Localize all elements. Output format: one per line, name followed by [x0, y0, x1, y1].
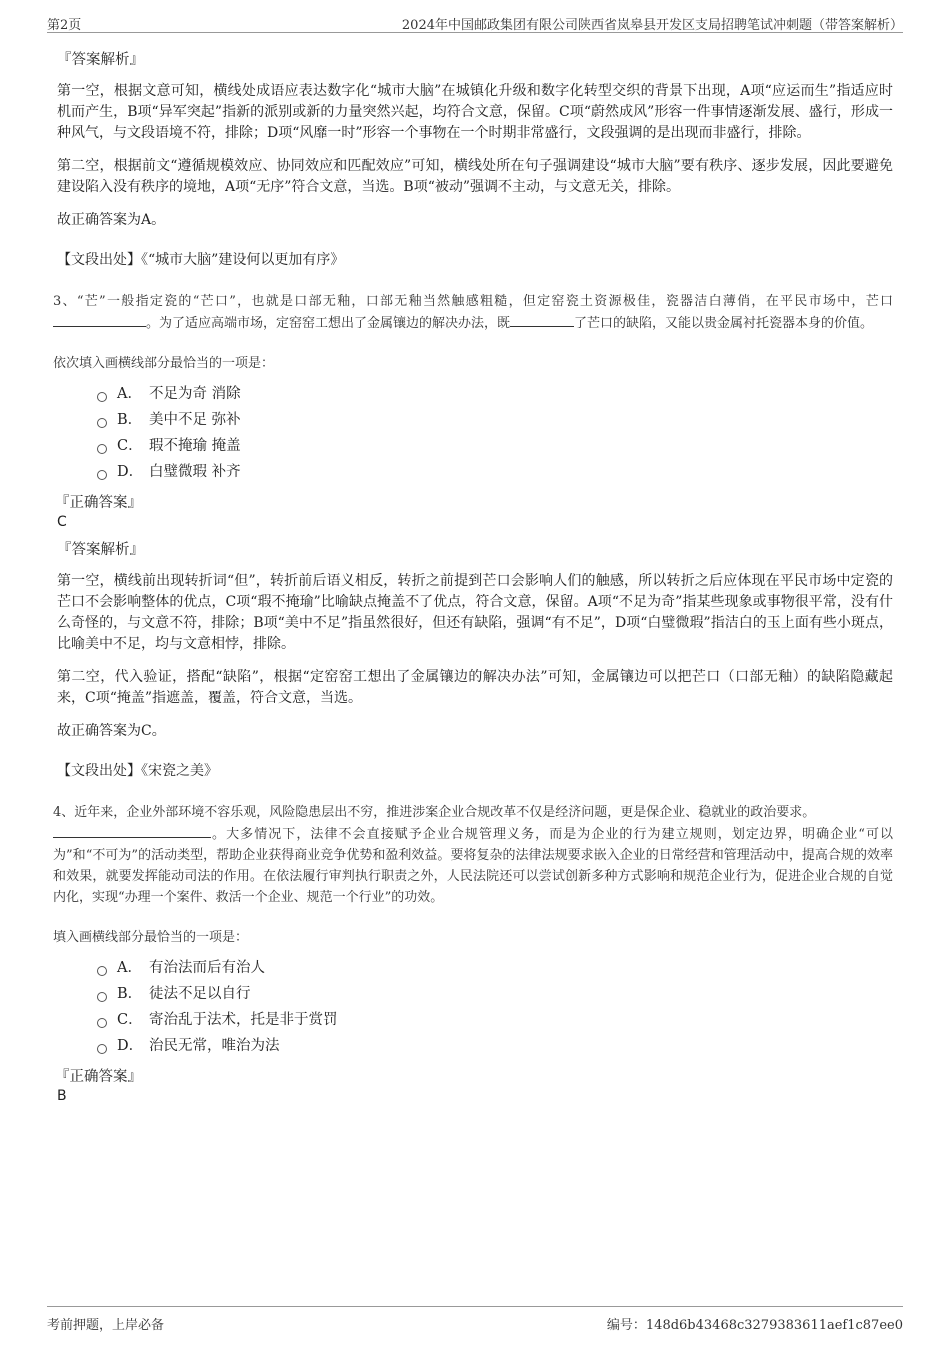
- option-c[interactable]: C． 瑕不掩瑜 掩盖: [97, 433, 893, 459]
- option-c[interactable]: C． 寄治乱于法术，托是非于赏罚: [97, 1007, 893, 1033]
- radio-icon[interactable]: [97, 992, 107, 1002]
- correct-answer-label: 『正确答案』: [55, 495, 142, 511]
- question-stem: 3、“芒”一般指定瓷的“芒口”，也就是口部无釉，口部无釉当然触感粗糙，但定窑瓷土资源极佳，瓷器洁白薄俏，在平民市场中，芒口。为了适应高端市场，定窑窑工想出了金属镶边的解决办法，既 了芒口的缺陷，又能以贵金属衬托瓷器本身的价值。: [53, 294, 893, 331]
- page-footer: [47, 1306, 903, 1331]
- question-prompt: 填入画横线部分最恰当的一项是：: [53, 930, 249, 945]
- analysis-paragraph: 第二空，代入验证，搭配“缺陷”，根据“定窑窑工想出了金属镶边的解决办法”可知，金属镶边可以把芒口（口部无釉）的缺陷隐藏起来，C项“掩盖”指遮盖，覆盖，符合文意，当选。: [57, 669, 893, 706]
- analysis-label: 『答案解析』: [57, 542, 144, 558]
- footer-slogan: 考前押题，上岸必备: [47, 1318, 165, 1333]
- analysis-paragraph: 第一空，根据文意可知，横线处成语应表达数字化“城市大脑”在城镇化升级和数字化转型交织的背景下出现，A项“应运而生”指适应时机而产生，B项“异军突起”指新的派别或新的力量突然兴起，均符合文意，保留。C项“蔚然成风”形容一件事情逐渐发展、盛行，形成一种风气，与文段语境不符，排除；D项“风靡一时”形容一个事物在一个时期非常盛行，文段强调的是出现而非盛行，排除。: [57, 83, 893, 141]
- answer-blank: [510, 312, 574, 327]
- answer-blank: [53, 823, 211, 838]
- radio-icon[interactable]: [97, 418, 107, 428]
- question-prompt: 依次填入画横线部分最恰当的一项是：: [53, 356, 275, 371]
- correct-answer-label: 『正确答案』: [55, 1069, 142, 1085]
- analysis-paragraph: 第二空，根据前文“遵循规模效应、协同效应和匹配效应”可知，横线处所在句子强调建设“城市大脑”要有秩序、逐步发展，因此要避免建设陷入没有秩序的境地，A项“无序”符合文意，当选。B项“被动”强调不主动，与文意无关，排除。: [57, 158, 893, 195]
- radio-icon[interactable]: [97, 444, 107, 454]
- radio-icon[interactable]: [97, 1018, 107, 1028]
- answer-blank: [53, 312, 146, 327]
- option-b[interactable]: B． 徒法不足以自行: [97, 981, 893, 1007]
- page-header: [47, 10, 903, 33]
- option-a[interactable]: A． 有治法而后有治人: [97, 955, 893, 981]
- radio-icon[interactable]: [97, 470, 107, 480]
- option-d[interactable]: D． 治民无常，唯治为法: [97, 1033, 893, 1059]
- option-list: [97, 381, 893, 485]
- correct-answer: C: [57, 514, 67, 530]
- option-b[interactable]: B． 美中不足 弥补: [97, 407, 893, 433]
- option-d[interactable]: D． 白璧微瑕 补齐: [97, 459, 893, 485]
- radio-icon[interactable]: [97, 966, 107, 976]
- document-title: 2024年中国邮政集团有限公司陕西省岚皋县开发区支局招聘笔试冲刺题（带答案解析）: [401, 18, 903, 33]
- page-content: [53, 40, 893, 1104]
- analysis-label: 『答案解析』: [57, 52, 144, 68]
- radio-icon[interactable]: [97, 1044, 107, 1054]
- option-a[interactable]: A． 不足为奇 消除: [97, 381, 893, 407]
- question-stem: 4、近年来，企业外部环境不容乐观，风险隐患层出不穷，推进涉案企业合规改革不仅是经济问题，更是保企业、稳就业的政治要求。 。大多情况下，法律不会直接赋予企业合规管理义务，而是为企业的行为建立规则，划定边界，明确企业“可以为”和“不可为”的活动类型，帮助企业获得商业竞争优势和盈利效益。要将复杂的法律法规要求嵌入企业的日常经营和管理活动中，提高合规的效率和效果，就要发挥能动司法的作用。在依法履行审判执行职责之外，人民法院还可以尝试创新多种方式影响和规范企业行为，促进企业合规的自觉内化，实现“办理一个案件、救活一个企业、规范一个行业”的功效。: [53, 805, 893, 905]
- page-number: 第2页: [47, 18, 82, 33]
- radio-icon[interactable]: [97, 392, 107, 402]
- analysis-paragraph: 第一空，横线前出现转折词“但”，转折前后语义相反，转折之前提到芒口会影响人们的触感，所以转折之后应体现在平民市场中定瓷的芒口不会影响整体的优点，C项“瑕不掩瑜”比喻缺点掩盖不了优点，符合文意，保留。A项“不足为奇”指某些现象或事物很平常，没有什么奇怪的，与文意不符，排除；B项“美中不足”指虽然很好，但还有缺陷，强调“有不足”，D项“白璧微瑕”指洁白的玉上面有些小斑点，比喻美中不足，均与文意相悖，排除。: [57, 573, 893, 652]
- option-list: [97, 955, 893, 1059]
- document-id: 编号：148d6b43468c3279383611aef1c87ee0: [606, 1318, 903, 1333]
- source-citation: 【文段出处】《“城市大脑”建设何以更加有序》: [57, 252, 345, 268]
- source-citation: 【文段出处】《宋瓷之美》: [57, 763, 218, 779]
- analysis-conclusion: 故正确答案为A。: [57, 212, 166, 228]
- correct-answer: B: [57, 1088, 67, 1104]
- question-4: [53, 802, 893, 1104]
- analysis-conclusion: 故正确答案为C。: [57, 723, 166, 739]
- question-3: [53, 291, 893, 780]
- question-2-analysis: [57, 48, 893, 269]
